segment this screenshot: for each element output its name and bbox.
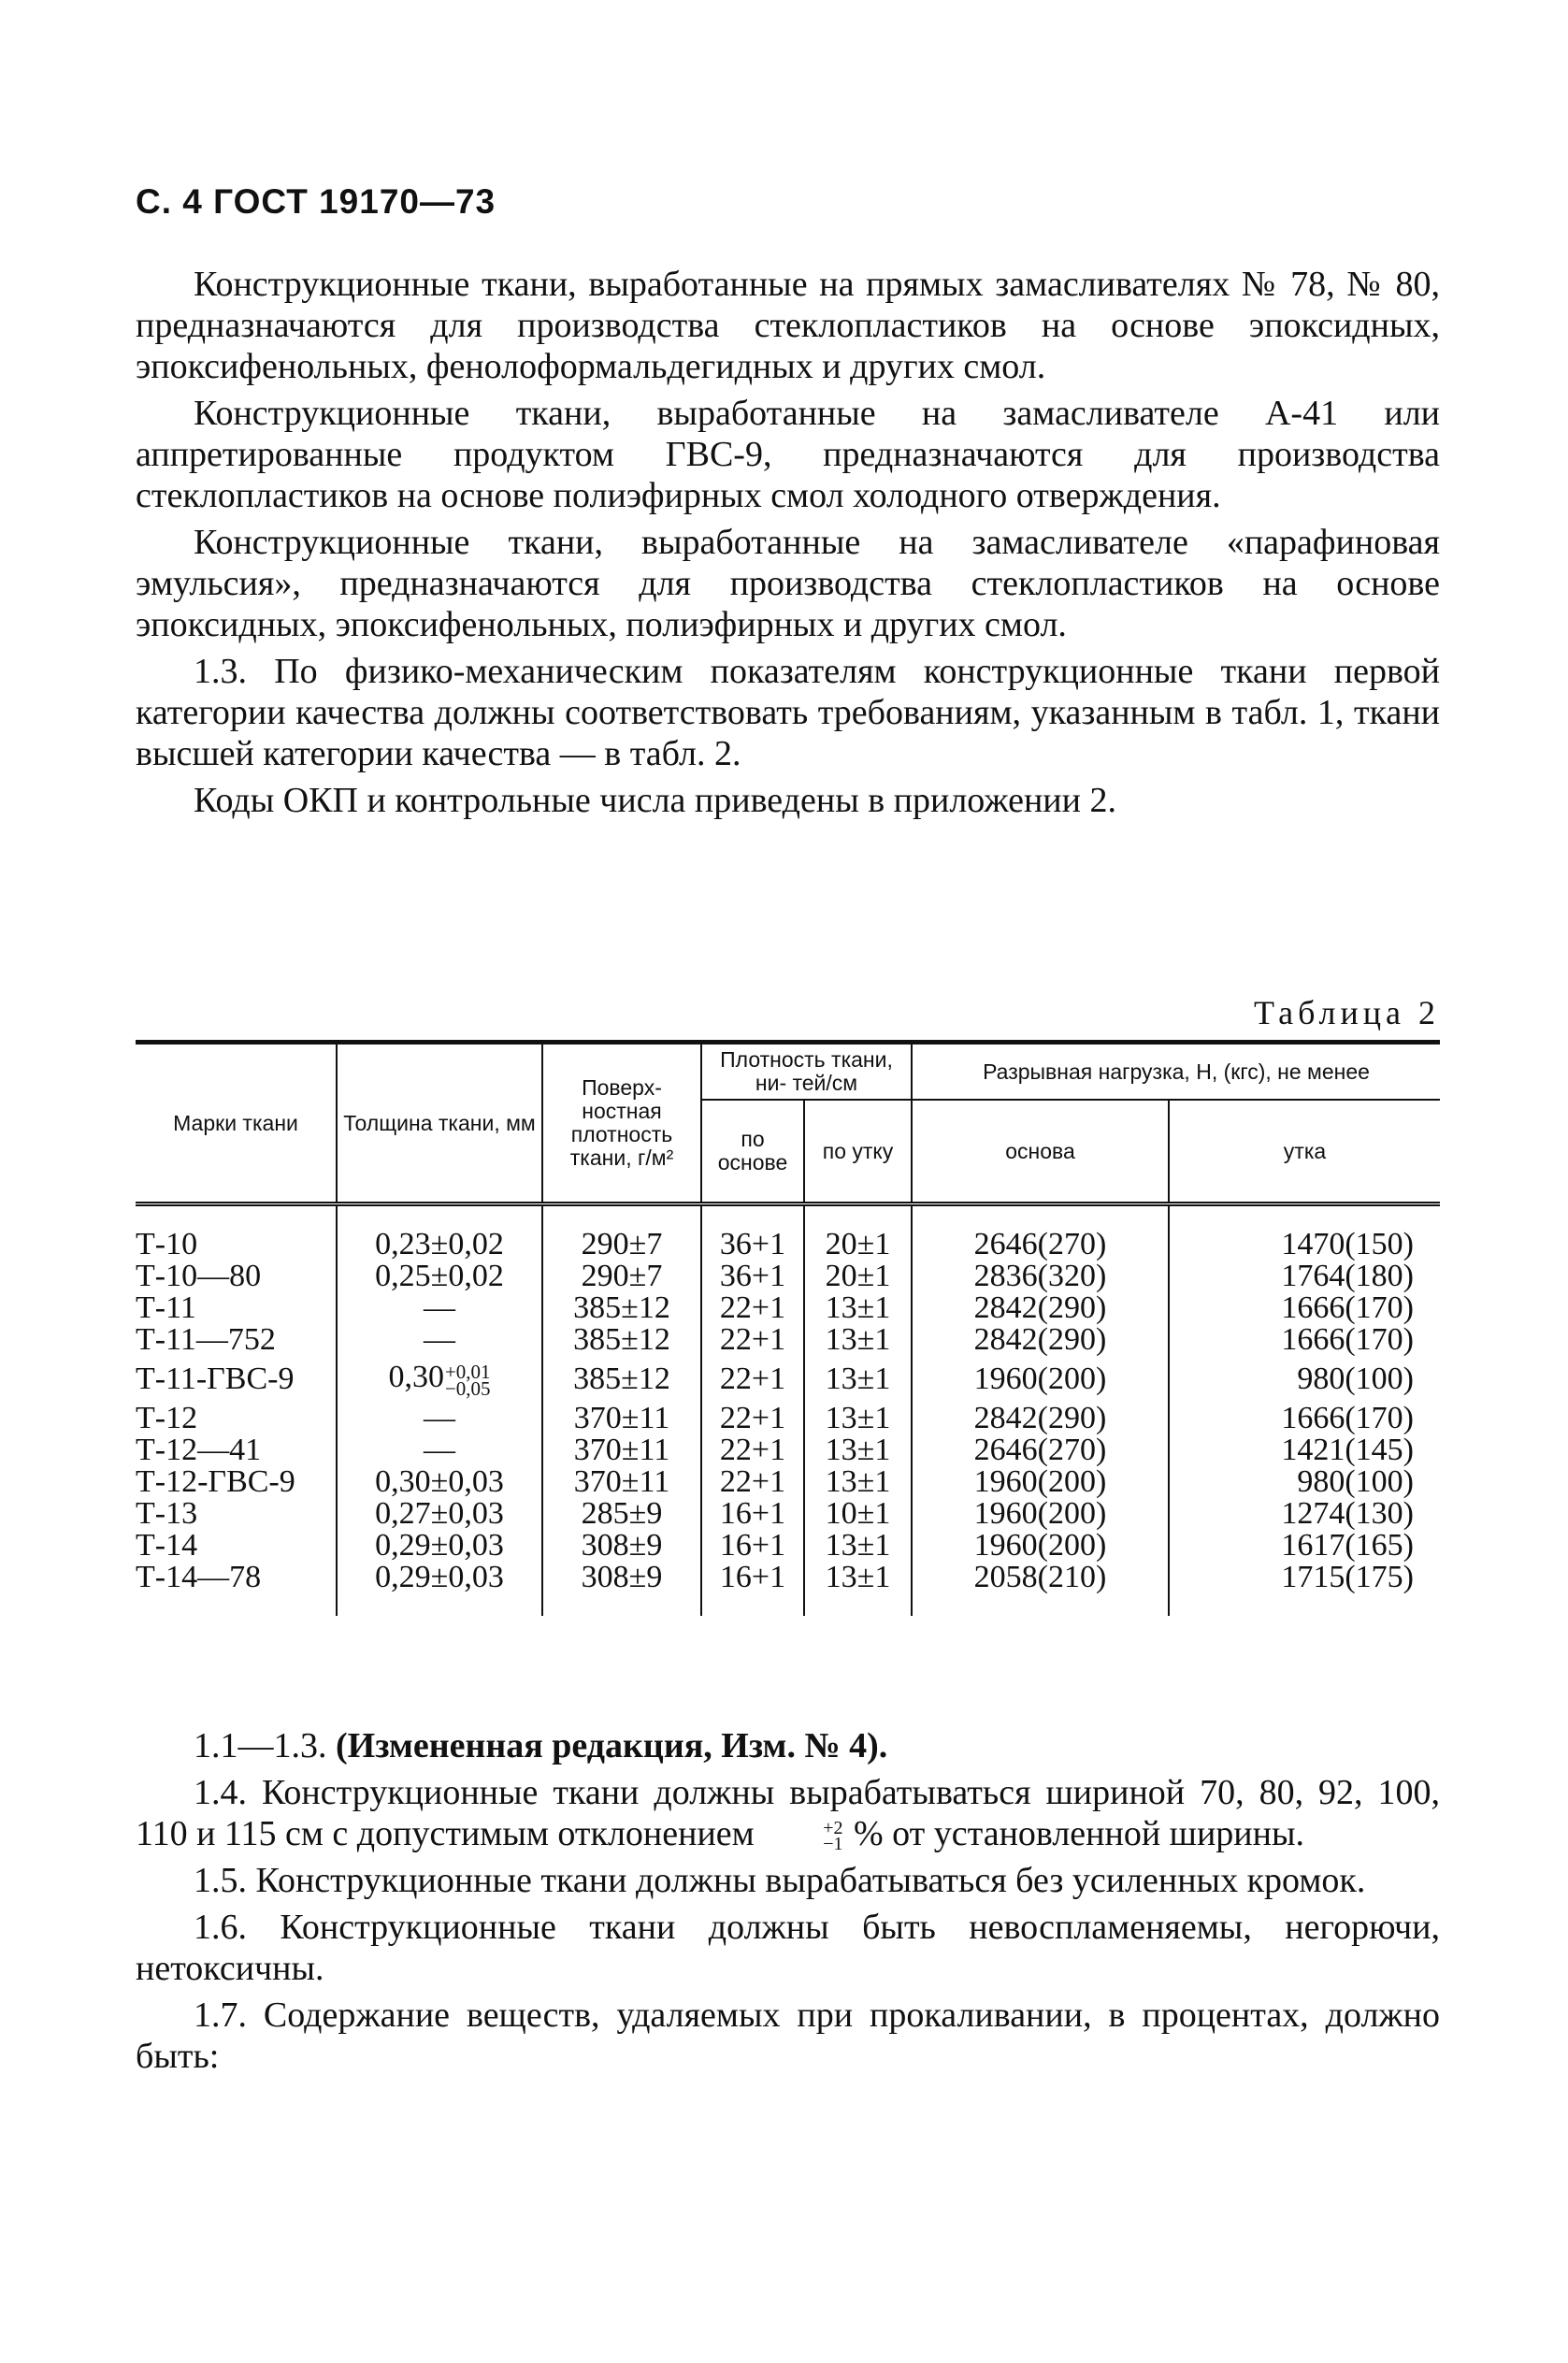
cell-surface: 385±12	[542, 1324, 701, 1356]
cell-thickness: 0,30±0,03	[337, 1466, 542, 1498]
cell-mark: Т-11—752	[136, 1322, 276, 1357]
cell-load-weft: 1764(180)	[1169, 1261, 1440, 1292]
cell-load-weft: 980(100)	[1169, 1466, 1440, 1498]
cell-weft-density: 13±1	[804, 1434, 912, 1466]
cell-warp-density: 36+1	[701, 1261, 804, 1292]
tolerance-lower: −0,05	[444, 1376, 491, 1400]
p14-text: 1.4. Конструкционные ткани должны вырабатываться шириной 70, 80, 92, 100, 110 и 115 см с допустимым отклонением	[136, 1773, 1440, 1853]
paragraph: Конструкционные ткани, выработанные на прямых замасливателях № 78, № 80, предназначаются для производства стеклопластиков на основе эпоксидных, эпоксифенольных, фенолоформальдегидных и других смол.	[136, 265, 1440, 386]
table-caption: Таблица 2	[1254, 994, 1440, 1031]
tolerance-upper: +0,01	[444, 1360, 491, 1383]
cell-load-weft: 1274(130)	[1169, 1498, 1440, 1530]
header-density-weft: по утку	[804, 1100, 912, 1204]
cell-thickness: 0,23±0,02	[337, 1229, 542, 1261]
cell-load-weft: 1666(170)	[1169, 1292, 1440, 1324]
cell-load-warp: 1960(200)	[912, 1498, 1169, 1530]
cell-load-warp: 2842(290)	[912, 1403, 1169, 1434]
cell-load-weft: 1617(165)	[1169, 1530, 1440, 1562]
cell-surface: 308±9	[542, 1562, 701, 1593]
cell-warp-density: 22+1	[701, 1466, 804, 1498]
cell-load-warp: 2842(290)	[912, 1324, 1169, 1356]
header-mark: Марки ткани	[136, 1043, 337, 1204]
cell-weft-density: 13±1	[804, 1562, 912, 1593]
paragraph-1-5: 1.5. Конструкционные ткани должны вырабатываться без усиленных кромок.	[194, 1861, 1366, 1900]
cell-surface: 308±9	[542, 1530, 701, 1562]
cell-weft-density: 20±1	[804, 1261, 912, 1292]
cell-mark: Т-13	[136, 1496, 198, 1531]
cell-load-warp: 2646(270)	[912, 1229, 1169, 1261]
cell-weft-density: 13±1	[804, 1530, 912, 1562]
table-row	[136, 1434, 1440, 1466]
cell-thickness: —	[337, 1292, 542, 1324]
cell-warp-density: 16+1	[701, 1530, 804, 1562]
cell-thickness: 0,29±0,03	[337, 1530, 542, 1562]
cell-load-weft: 1421(145)	[1169, 1434, 1440, 1466]
cell-mark: Т-11-ГВС-9	[136, 1362, 295, 1396]
cell-mark: Т-12-ГВС-9	[136, 1464, 295, 1499]
cell-load-warp: 1960(200)	[912, 1356, 1169, 1403]
cell-load-warp: 2842(290)	[912, 1292, 1169, 1324]
table-row	[136, 1229, 1440, 1261]
cell-thickness: —	[337, 1403, 542, 1434]
cell-mark: Т-11	[136, 1290, 196, 1325]
cell-surface: 370±11	[542, 1434, 701, 1466]
cell-warp-density: 16+1	[701, 1562, 804, 1593]
cell-load-weft: 1470(150)	[1169, 1229, 1440, 1261]
cell-thickness: —	[337, 1324, 542, 1356]
p14-tail: % от установленной ширины.	[854, 1814, 1304, 1853]
after-table-section	[136, 1725, 1440, 2077]
cell-load-warp: 2646(270)	[912, 1434, 1169, 1466]
paragraph: Конструкционные ткани, выработанные на замасливателе «парафиновая эмульсия», предназначаются для производства стеклопластиков на основе эпоксидных, эпоксифенольных, полиэфирных и других смол.	[136, 523, 1440, 644]
header-surface-density: Поверх- ностная плотность ткани, г/м²	[542, 1043, 701, 1204]
paragraph-1-4	[136, 1772, 1440, 1854]
cell-weft-density: 13±1	[804, 1403, 912, 1434]
cell-warp-density: 16+1	[701, 1498, 804, 1530]
cell-surface: 385±12	[542, 1356, 701, 1403]
table-row	[136, 1261, 1440, 1292]
cell-warp-density: 36+1	[701, 1229, 804, 1261]
cell-weft-density: 20±1	[804, 1229, 912, 1261]
thickness-nominal: 0,30	[388, 1360, 444, 1395]
cell-warp-density: 22+1	[701, 1324, 804, 1356]
paragraph: Коды ОКП и контрольные числа приведены в приложении 2.	[194, 781, 1116, 820]
cell-surface: 385±12	[542, 1292, 701, 1324]
cell-thickness: 0,25±0,02	[337, 1261, 542, 1292]
amendment-line	[136, 1725, 1440, 1766]
cell-mark: Т-12—41	[136, 1433, 262, 1467]
cell-load-warp: 2058(210)	[912, 1562, 1169, 1593]
intro-section	[136, 264, 1440, 821]
header-load-weft: утка	[1169, 1100, 1440, 1204]
cell-load-weft: 1666(170)	[1169, 1324, 1440, 1356]
cell-weft-density: 10±1	[804, 1498, 912, 1530]
table-row	[136, 1562, 1440, 1593]
cell-surface: 285±9	[542, 1498, 701, 1530]
cell-mark: Т-10—80	[136, 1259, 262, 1293]
table-row	[136, 1292, 1440, 1324]
header-load-warp: основа	[912, 1100, 1169, 1204]
amendment-range: 1.1—1.3.	[194, 1726, 327, 1765]
paragraph-1-6: 1.6. Конструкционные ткани должны быть невоспламеняемы, негорючи, нетоксичны.	[136, 1908, 1440, 1988]
header-load-group: Разрывная нагрузка, Н, (кгс), не менее	[912, 1043, 1440, 1101]
cell-mark: Т-14	[136, 1528, 198, 1563]
cell-surface: 290±7	[542, 1261, 701, 1292]
cell-load-warp: 2836(320)	[912, 1261, 1169, 1292]
cell-weft-density: 13±1	[804, 1292, 912, 1324]
cell-thickness: 0,27±0,03	[337, 1498, 542, 1530]
table-row	[136, 1498, 1440, 1530]
cell-mark: Т-14—78	[136, 1560, 262, 1594]
table-row	[136, 1356, 1440, 1403]
cell-load-warp: 1960(200)	[912, 1530, 1169, 1562]
table-row	[136, 1530, 1440, 1562]
table-row	[136, 1324, 1440, 1356]
table-row	[136, 1403, 1440, 1434]
cell-surface: 370±11	[542, 1466, 701, 1498]
amendment-note: (Измененная редакция, Изм. № 4).	[336, 1726, 888, 1765]
cell-warp-density: 22+1	[701, 1403, 804, 1434]
cell-load-weft: 1666(170)	[1169, 1403, 1440, 1434]
cell-mark: Т-10	[136, 1227, 198, 1261]
paragraph-1-7: 1.7. Содержание веществ, удаляемых при прокаливании, в процентах, должно быть:	[136, 1996, 1440, 2076]
cell-load-weft: 980(100)	[1169, 1356, 1440, 1403]
cell-surface: 290±7	[542, 1229, 701, 1261]
tolerance	[444, 1360, 491, 1400]
specification-table	[136, 1040, 1440, 1616]
table-row	[136, 1466, 1440, 1498]
cell-load-warp: 1960(200)	[912, 1466, 1169, 1498]
cell-warp-density: 22+1	[701, 1434, 804, 1466]
cell-weft-density: 13±1	[804, 1466, 912, 1498]
header-thickness: Толщина ткани, мм	[337, 1043, 542, 1204]
header-density-group: Плотность ткани, ни- тей/см	[701, 1043, 912, 1101]
cell-thickness: —	[337, 1434, 542, 1466]
cell-load-weft: 1715(175)	[1169, 1562, 1440, 1593]
paragraph: Конструкционные ткани, выработанные на замасливателе А-41 или аппретированные продуктом ГВС-9, предназначаются для производства стеклопластиков на основе полиэфирных смол холодного отверждения.	[136, 394, 1440, 515]
cell-weft-density: 13±1	[804, 1356, 912, 1403]
tolerance-upper: +2	[823, 1818, 843, 1839]
header-density-warp: по основе	[701, 1100, 804, 1204]
cell-warp-density: 22+1	[701, 1292, 804, 1324]
cell-surface: 370±11	[542, 1403, 701, 1434]
cell-thickness	[337, 1356, 542, 1403]
cell-weft-density: 13±1	[804, 1324, 912, 1356]
paragraph-1-3: 1.3. По физико-механическим показателям конструкционные ткани первой категории качества должны соответствовать требованиям, указанным в табл. 1, ткани высшей категории качества — в табл. 2.	[136, 652, 1440, 773]
width-tolerance	[765, 1818, 843, 1855]
tolerance-lower: −1	[823, 1834, 843, 1855]
cell-thickness: 0,29±0,03	[337, 1562, 542, 1593]
page-header: С. 4 ГОСТ 19170—73	[136, 182, 496, 221]
cell-mark: Т-12	[136, 1401, 198, 1435]
cell-warp-density: 22+1	[701, 1356, 804, 1403]
